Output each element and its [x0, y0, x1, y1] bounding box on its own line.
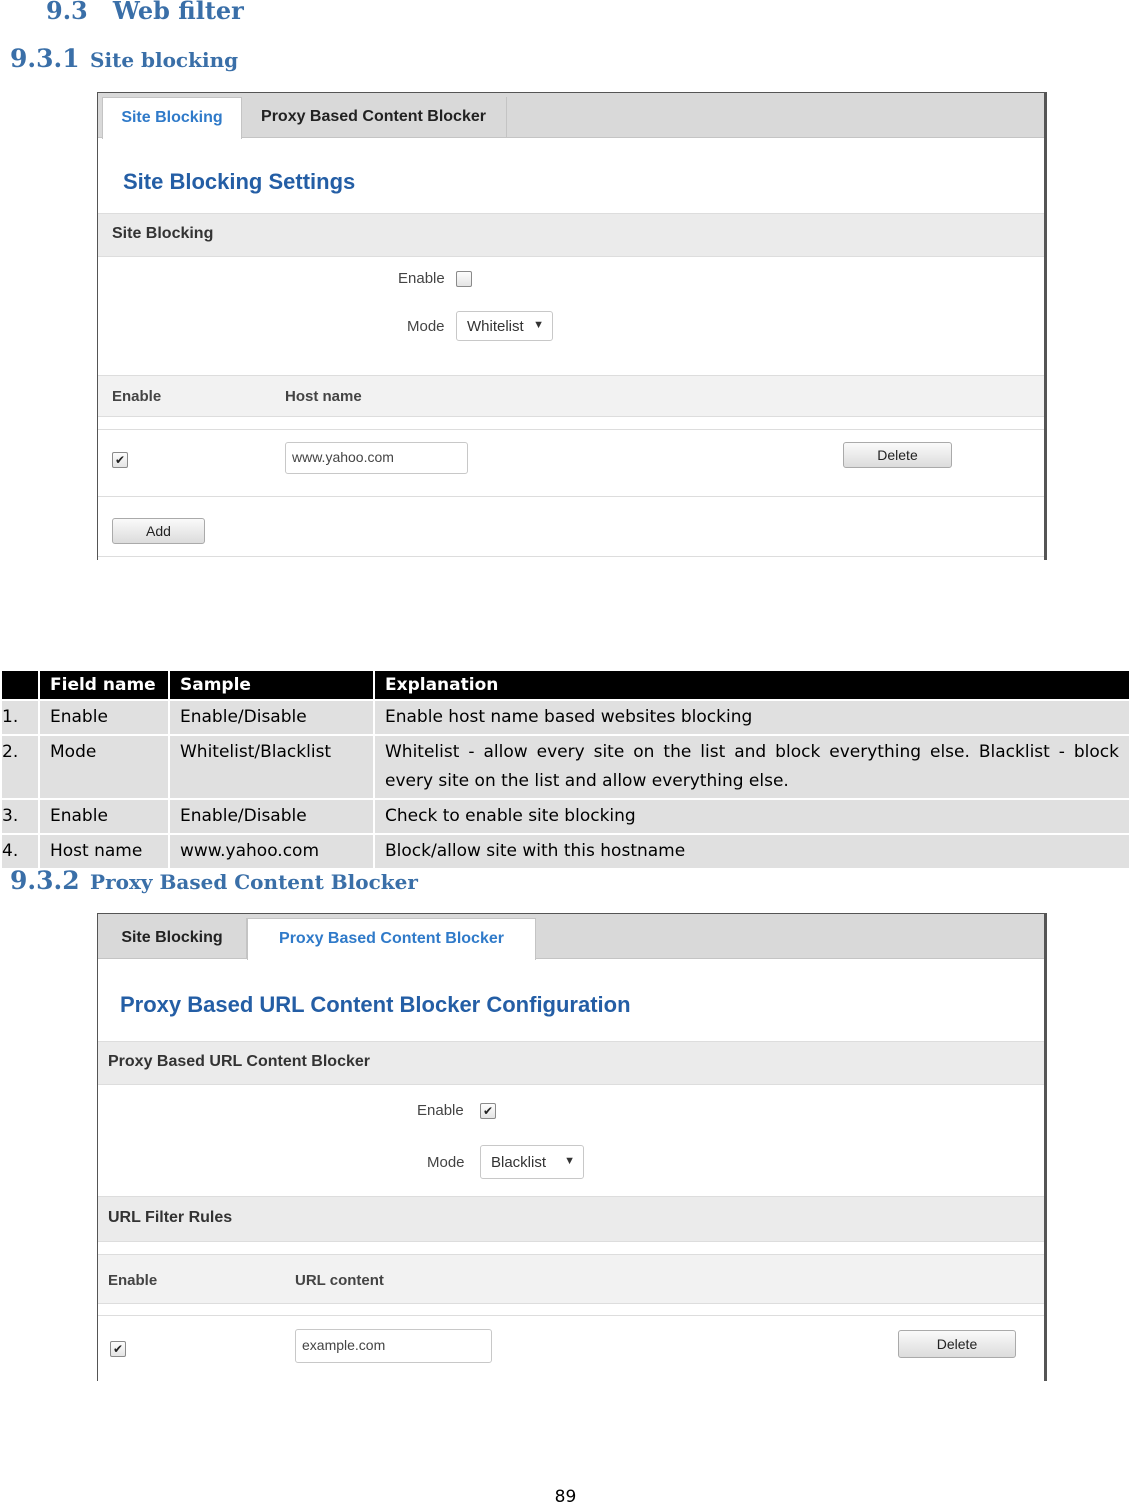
header-field-name: Field name — [40, 671, 168, 699]
explanation: Enable host name based websites blocking — [375, 701, 1129, 734]
column-host-name: Host name — [285, 388, 362, 405]
explanation: Whitelist - allow every site on the list and block everything else. Blacklist - block every site on the list and allow everything else. — [375, 736, 1129, 798]
sample: Enable/Disable — [170, 701, 373, 734]
heading-number: 9.3.1 — [10, 44, 80, 73]
table-row — [2, 701, 1129, 734]
url-content-value: example.com — [302, 1337, 386, 1353]
row-number: 4. — [2, 835, 38, 868]
proxy-content-blocker-screenshot — [97, 913, 1047, 1381]
add-button[interactable]: Add — [112, 518, 205, 544]
table-header — [98, 1254, 1044, 1304]
enable-checkbox[interactable] — [456, 271, 472, 287]
host-name-value: www.yahoo.com — [292, 449, 394, 465]
tab-proxy-content-blocker[interactable]: Proxy Based Content Blocker — [241, 97, 507, 137]
page-number: 89 — [554, 1487, 577, 1507]
header-number — [2, 671, 38, 699]
table-header — [98, 375, 1044, 417]
mode-select-value: Blacklist — [491, 1154, 547, 1171]
explanation: Block/allow site with this hostname — [375, 835, 1129, 868]
heading-title: Proxy Based Content Blocker — [90, 870, 418, 894]
divider — [98, 429, 1044, 430]
mode-select[interactable] — [480, 1145, 584, 1179]
url-content-input[interactable] — [295, 1329, 492, 1363]
table-row — [2, 736, 1129, 798]
explanation: Check to enable site blocking — [375, 800, 1129, 833]
tab-site-blocking[interactable]: Site Blocking — [102, 97, 242, 139]
section-title: Proxy Based URL Content Blocker — [108, 1053, 370, 1070]
page-title: Site Blocking Settings — [123, 169, 356, 194]
field-explanation-table — [0, 669, 1131, 870]
table-header-row — [2, 671, 1129, 699]
row-enable-checkbox[interactable]: ✔ — [110, 1341, 126, 1357]
enable-label: Enable — [417, 1102, 464, 1119]
section-heading-9-3 — [46, 0, 244, 25]
field-name: Enable — [40, 800, 168, 833]
heading-title: Site blocking — [90, 48, 239, 72]
mode-label: Mode — [427, 1154, 465, 1171]
tab-proxy-content-blocker[interactable]: Proxy Based Content Blocker — [247, 918, 536, 960]
row-number: 1. — [2, 701, 38, 734]
tab-site-blocking[interactable]: Site Blocking — [98, 918, 247, 958]
section-title: URL Filter Rules — [108, 1209, 233, 1226]
sample: Enable/Disable — [170, 800, 373, 833]
column-enable: Enable — [108, 1272, 158, 1289]
row-number: 3. — [2, 800, 38, 833]
row-number: 2. — [2, 736, 38, 798]
divider — [98, 556, 1044, 557]
page-title: Proxy Based URL Content Blocker Configuration — [120, 992, 631, 1017]
mode-select-value: Whitelist — [467, 318, 524, 335]
column-url-content: URL content — [295, 1272, 384, 1289]
mode-label: Mode — [407, 318, 445, 335]
section-header — [98, 213, 1044, 257]
header-sample: Sample — [170, 671, 373, 699]
divider — [98, 496, 1044, 497]
field-name: Host name — [40, 835, 168, 868]
table-row — [2, 800, 1129, 833]
row-enable-checkbox[interactable]: ✔ — [112, 452, 128, 468]
section-heading-9-3-1 — [10, 44, 238, 73]
section-title: Site Blocking — [112, 225, 214, 242]
enable-checkbox[interactable]: ✔ — [480, 1103, 496, 1119]
enable-label: Enable — [398, 270, 445, 287]
table-row — [2, 835, 1129, 868]
host-name-input[interactable] — [285, 442, 468, 474]
field-name: Enable — [40, 701, 168, 734]
divider — [98, 1315, 1044, 1316]
section-heading-9-3-2 — [10, 866, 418, 895]
mode-select[interactable] — [456, 311, 553, 341]
sample: Whitelist/Blacklist — [170, 736, 373, 798]
site-blocking-screenshot — [97, 92, 1047, 560]
chevron-down-icon: ▼ — [564, 1155, 575, 1167]
section-header — [98, 1041, 1044, 1085]
header-explanation: Explanation — [375, 671, 1129, 699]
heading-number: 9.3 — [46, 0, 88, 25]
field-name: Mode — [40, 736, 168, 798]
chevron-down-icon: ▼ — [533, 319, 544, 331]
sample: www.yahoo.com — [170, 835, 373, 868]
delete-button[interactable]: Delete — [843, 442, 952, 468]
delete-button[interactable]: Delete — [898, 1330, 1016, 1358]
column-enable: Enable — [112, 388, 162, 405]
section-header — [98, 1196, 1044, 1242]
heading-title: Web filter — [112, 0, 244, 25]
heading-number: 9.3.2 — [10, 866, 80, 895]
